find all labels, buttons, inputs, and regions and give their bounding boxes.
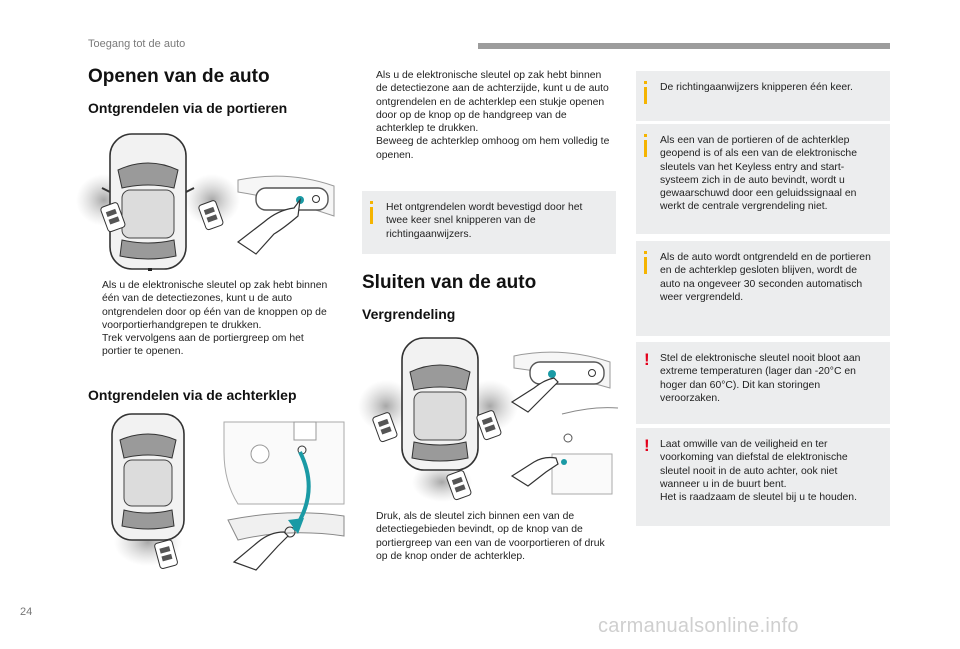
tailgate-instructions — [362, 69, 614, 162]
page-number: 24 — [20, 606, 33, 618]
info-icon — [644, 81, 647, 107]
page-title: Openen van de auto — [88, 66, 270, 87]
info-icon — [370, 201, 373, 227]
warning-note-key-in-car: ! Laat omwille van de veiligheid en ter voorkoming van diefstal de elektronische sleutel nooit in de auto achter, ook niet wanneer u in de buurt bent. Het is raadzaam de sleutel bij u te houden. — [636, 428, 890, 526]
illustration-doors-unlock — [88, 130, 338, 275]
info-note-unlock-confirm: Het ontgrendelen wordt bevestigd door het twee keer snel knipperen van de richtingaanwijzers. — [362, 191, 616, 254]
section-header: Toegang tot de auto — [88, 38, 186, 50]
locking-instructions — [362, 510, 614, 563]
info-icon — [644, 134, 647, 160]
info-icon — [644, 251, 647, 277]
subheading-doors: Ontgrendelen via de portieren — [88, 100, 288, 116]
illustration-tailgate-unlock — [88, 412, 344, 574]
warning-icon: ! — [644, 436, 650, 455]
warning-icon: ! — [644, 350, 650, 369]
list-item: Trek vervolgens aan de portiergreep om het portier te openen. — [102, 333, 304, 358]
info-note-auto-relock: Als de auto wordt ontgrendeld en de portieren en de achterklep gesloten blijven, wordt de auto na ongeveer 30 seconden automatisch weer vergrendeld. — [636, 241, 890, 336]
info-note-warning-signal: Als een van de portieren of de achterklep geopend is of als een van de elektronische sleutels van het Keyless entry and start-systeem zich in de auto bevindt, wordt u gewaarschuwd door een geluidssignaal en werkt de centrale vergrendeling niet. — [636, 124, 890, 234]
section-title-lock: Sluiten van de auto — [362, 272, 537, 293]
info-note-blink: De richtingaanwijzers knipperen één keer. — [636, 71, 890, 121]
watermark: carmanualsonline.info — [598, 615, 799, 637]
list-item: Druk, als de sleutel zich binnen een van de detectiegebieden bevindt, op de knop van de portiergreep van een van de voorportieren of druk op de knop onder de achterklep. — [376, 511, 605, 562]
subheading-locking: Vergrendeling — [362, 306, 456, 322]
subheading-tailgate: Ontgrendelen via de achterklep — [88, 387, 297, 403]
list-item: Als u de elektronische sleutel op zak hebt binnen de detectiezone aan de achterzijde, kunt u de auto ontgrendelen en de achterklep een stukje openen door op de knop op de handgreep van de achterklep te drukken. — [376, 70, 609, 135]
doors-instructions — [88, 279, 334, 359]
illustration-locking — [362, 336, 618, 502]
list-item: Als u de elektronische sleutel op zak hebt binnen één van de detectiezones, kunt u de auto ontgrendelen door op één van de knoppen op de voorportierhandgrepen te drukken. — [102, 280, 328, 331]
warning-note-temperature: ! Stel de elektronische sleutel nooit bloot aan extreme temperaturen (lager dan -20°C en hoger dan 60°C). Dit kan storingen veroorzaken. — [636, 342, 890, 424]
list-item: Beweeg de achterklep omhoog om hem volledig te openen. — [376, 136, 610, 161]
header-bar — [478, 43, 890, 49]
